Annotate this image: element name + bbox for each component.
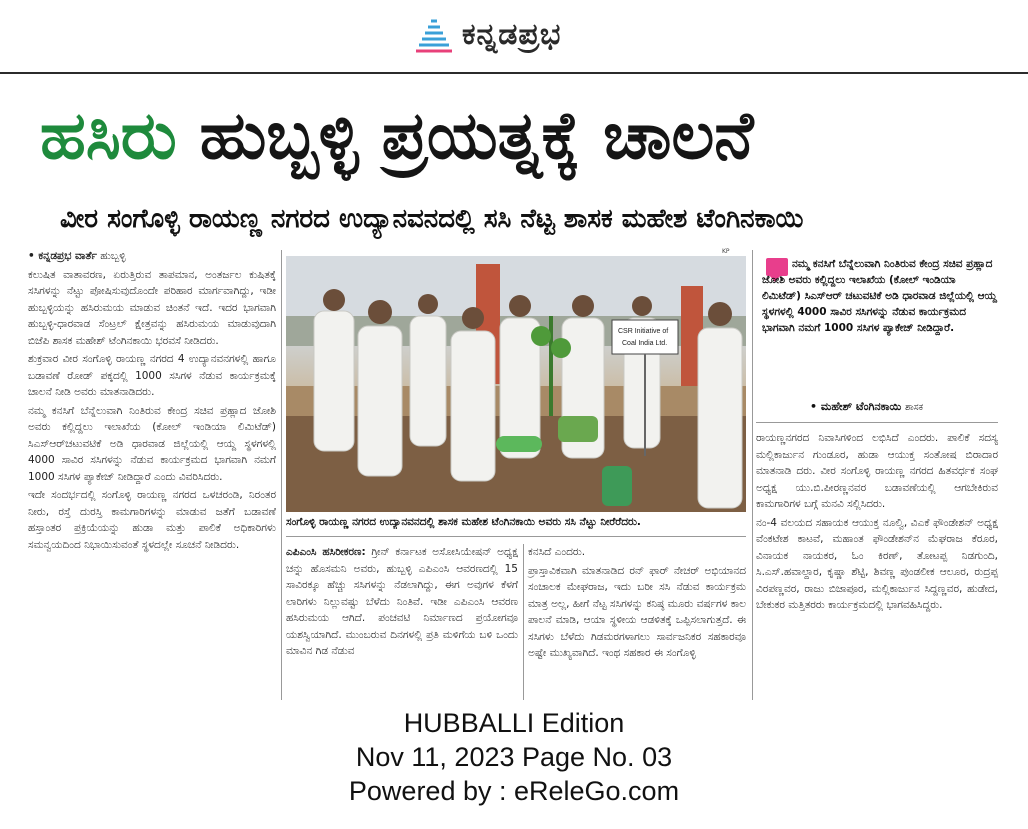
photo-credit: KP xyxy=(722,248,730,255)
kannadaprabha-logo-icon xyxy=(412,11,456,57)
paragraph: ರಾಯಣ್ಣನಗರದ ನಿವಾಸಿಗಳಿಂದ ಲಭಿಸಿದೆ ಎಂದರು. ಪಾಲಿಕೆ ಸದಸ್ಯ ಮಲ್ಲಿಕಾರ್ಜುನ ಗುಂಡೂರ, ಹುಡಾ ಆಯುಕ್ತ ಸಂತೋಷ ಬಿರಾದಾರ ಮಾತನಾಡಿ ದರು. ವೀರ ಸಂಗೊಳ್ಳಿ ರಾಯಣ್ಣ ನಗರದ ಹಿತವರ್ಧಕ ಸಂಘ ಅಧ್ಯಕ್ಷ ಯು.ಬಿ.ಪೀರಣ್ಣನವರ ಬಡಾವಣೆಯಲ್ಲಿ ಆಗಬೇಕಿರುವ ಕಾಮಗಾರಿಗಳ ಬಗ್ಗೆ ಮನವಿ ಸಲ್ಲಿಸಿದರು. xyxy=(756,432,998,510)
paragraph: ಇದೇ ಸಂದರ್ಭದಲ್ಲಿ ಸಂಗೊಳ್ಳಿ ರಾಯಣ್ಣ ನಗರದ ಒಳಚರಂಡಿ, ನಿರಂತರ ನೀರು, ರಸ್ತೆ ದುರಸ್ತಿ ಕಾಮಗಾರಿಗಳನ್ನು ಮಾಡುವ ಜತೆಗೆ ಬಡಾವಣೆ ಹಸ್ತಾಂತರ ಪ್ರಕ್ರಿಯೆಯನ್ನು ಹುಡಾ ಮತ್ತು ಪಾಲಿಕೆ ಅಧಿಕಾರಿಗಳು ಸಮನ್ವಯದಿಂದ ನಿಭಾಯಿಸುವಂತೆ ಸ್ಥಳದಲ್ಲೇ ಸೂಚನೆ ನೀಡಿದರು. xyxy=(28,489,276,551)
pull-quote-text: ನಮ್ಮ ಕನಸಿಗೆ ಬೆನ್ನೆಲುವಾಗಿ ನಿಂತಿರುವ ಕೇಂದ್ರ ಸಚಿವ ಪ್ರಹ್ಲಾದ ಜೋಶಿ ಅವರು ಕಲ್ಲಿದ್ದಲು ಇಲಾಖೆಯ (ಕೋಲ್ ಇಂಡಿಯಾ ಲಿಮಿಟೆಡ್) ಸಿಎಸ್‌ಆರ್ ಚಟುವಟಿಕೆ ಅಡಿ ಧಾರವಾಡ ಜಿಲ್ಲೆಯಲ್ಲಿ ಆಯ್ದ ಸ್ಥಳಗಳಲ್ಲಿ 4000 ಸಾವಿರ ಸಸಿಗಳನ್ನು ನೆಡುವ ಕಾರ್ಯಕ್ರಮದ ಭಾಗವಾಗಿ ನಮಗೆ 1000 ಸಸಿಗಳ ಪ್ಯಾಕೇಜ್ ನೀಡಿದ್ದಾರೆ. xyxy=(762,258,997,334)
subheadline: ವೀರ ಸಂಗೊಳ್ಳಿ ರಾಯಣ್ಣ ನಗರದ ಉದ್ಯಾನವನದಲ್ಲಿ ಸಸಿ ನೆಟ್ಟ ಶಾಸಕ ಮಹೇಶ ಟೆಂಗಿನಕಾಯಿ xyxy=(60,204,804,234)
photo-caption: ಸಂಗೊಳ್ಳಿ ರಾಯಣ್ಣ ನಗರದ ಉದ್ಯಾನವನದಲ್ಲಿ ಶಾಸಕ ಮಹೇಶ ಟೆಂಗಿನಕಾಯಿ ಅವರು ಸಸಿ ನೆಟ್ಟು ನೀರೆರೆದರು. xyxy=(286,516,641,528)
paragraph: ಶುಕ್ರವಾರ ವೀರ ಸಂಗೊಳ್ಳಿ ರಾಯಣ್ಣ ನಗರದ 4 ಉದ್ಯಾನವನಗಳಲ್ಲಿ ಹಾಗೂ ಬಡಾವಣೆ ರೋಡ್ ಪಕ್ಕದಲ್ಲಿ 1000 ಸಸಿಗಳ ನೆಡುವ ಕಾರ್ಯಕ್ರಮಕ್ಕೆ ಚಾಲನೆ ನೀಡಿ ಅವರು ಮಾತನಾಡಿದರು. xyxy=(28,353,276,398)
headline-black: ಹುಬ್ಬಳ್ಳಿ ಪ್ರಯತ್ನಕ್ಕೆ ಚಾಲನೆ xyxy=(199,97,754,174)
article-column-4 xyxy=(756,430,998,700)
attribution-name: • ಮಹೇಶ್ ಟೆಂಗಿನಕಾಯಿ xyxy=(810,400,902,413)
powered-by[interactable]: Powered by : eReleGo.com xyxy=(348,776,680,806)
article-column-1 xyxy=(28,248,276,698)
dateline: ಹುಬ್ಬಳ್ಳಿ xyxy=(100,250,126,262)
masthead xyxy=(0,0,1028,74)
paragraph: ನಮ್ಮ ಕನಸಿಗೆ ಬೆನ್ನೆಲುವಾಗಿ ನಿಂತಿರುವ ಕೇಂದ್ರ ಸಚಿವ ಪ್ರಹ್ಲಾದ ಜೋಶಿ ಅವರು ಕಲ್ಲಿದ್ದಲು ಇಲಾಖೆಯ (ಕೋಲ್ ಇಂಡಿಯಾ ಲಿಮಿಟೆಡ್) ಸಿಎಸ್ಆರ್‌ಚಟುವಟಿಕೆ ಅಡಿ ಧಾರವಾಡ ಜಿಲ್ಲೆಯಲ್ಲಿ ಆಯ್ದ ಸ್ಥಳಗಳಲ್ಲಿ 4000 ಸಾವಿರ ಸಸಿಗಳನ್ನು ನೆಡುವ ಕಾರ್ಯಕ್ರಮದ ಭಾಗವಾಗಿ ನಮಗೆ 1000 ಸಸಿಗಳ ಪ್ಯಾಕೇಜ್ ನೀಡಿದ್ದಾರೆ ಎಂದು ವಿವರಿಸಿದರು. xyxy=(28,404,276,483)
column-divider xyxy=(752,250,753,700)
column-divider xyxy=(281,250,282,700)
article-column-2 xyxy=(286,544,518,704)
edition-name: HUBBALLI Edition xyxy=(403,708,625,738)
pull-quote-attribution xyxy=(810,400,923,414)
caption-rule xyxy=(286,536,746,537)
byline: • ಕನ್ನಡಪ್ರಭ ವಾರ್ತೆ xyxy=(28,250,97,262)
edition-footer xyxy=(0,706,1028,808)
photo-illustration xyxy=(286,256,746,512)
column-divider xyxy=(523,544,524,700)
masthead-rule xyxy=(0,72,1028,74)
paragraph: ಕಲುಷಿತ ವಾತಾವರಣ, ಏರುತ್ತಿರುವ ತಾಪಮಾನ, ಅಂತರ್ಜಲ ಕುಷಿತಕ್ಕೆ ಸಸಿಗಳನ್ನು ನೆಟ್ಟು ಪೋಷಿಸುವುದೊಂದೇ ಪರಿಹಾರ ಮಾರ್ಗವಾಗಿದ್ದು, ಇಡೀ ಹುಬ್ಬಳ್ಳಿಯನ್ನು ಹಸಿರುಮಯ ಮಾಡುವ ಚಿಂತನೆ ಇದೆ. ಇದರ ಭಾಗವಾಗಿ ಹುಬ್ಬಳ್ಳಿ-ಧಾರವಾಡ ಸೆಂಟ್ರಲ್ ಕ್ಷೇತ್ರವನ್ನು ಹಸಿರುಮಯ ಮಾಡುವುದಾಗಿ ಬಿಜೆಪಿ ಶಾಸಕ ಮಹೇಶ್ ಟೆಂಗಿನಕಾಯಿ ಭರವಸೆ ನೀಡಿದರು. xyxy=(28,268,276,347)
sign-line-2: Coal India Ltd. xyxy=(622,340,668,347)
subsection-lead: ಎಪಿಎಂಸಿ ಹಸಿರೀಕರಣ: xyxy=(286,546,366,558)
paragraph: ಕನಸಿದೆ ಎಂದರು. xyxy=(528,546,586,558)
edition-date-page: Nov 11, 2023 Page No. 03 xyxy=(355,742,673,772)
headline xyxy=(40,88,1000,198)
article-column-3 xyxy=(528,544,746,704)
quote-rule xyxy=(756,422,998,423)
paragraph: ನಂ-4 ವಲಯದ ಸಹಾಯಕ ಆಯುಕ್ತ ನೂಲ್ವಿ, ವಿಎಕೆ ಫೌಂಡೇಶನ್ ಅಧ್ಯಕ್ಷ ವೆಂಕಟೇಶ ಕಾಟವೆ, ಮಹಾಂತ ಫೌಂಡೇಶನ್‌ನ ಮೆಘರಾಜ ಕೆರೂರ, ವಿನಾಯಕ ನಾಯಕರ, ಓಂ ಕಿರಣ್, ತೋಟಪ್ಪ ನಿಡಗುಂದಿ, ಸಿ.ಎಸ್.ಹವಾಲ್ದಾರ, ಕೃಷ್ಣಾ ಶೆಟ್ಟಿ, ಶಿವಣ್ಣ ಪುಂಡಲೀಕ ಆಲೂರ, ರುದ್ರಪ್ಪ ವಿರಪಣ್ಣವರ, ರಾಜು ಬಿಜಾಪೂರ, ಮಲ್ಲಿಕಾರ್ಜುನ ಸಿದ್ದಣ್ಣವರ, ಹುಡೇದ, ಬೇಕುಕರ ಮತ್ತಿತರರು ಕಾರ್ಯಕ್ರಮದಲ್ಲಿ ಭಾಗವಹಿಸಿದ್ದರು. xyxy=(756,516,998,611)
attribution-role: ಶಾಸಕ xyxy=(905,402,924,413)
masthead-logo[interactable] xyxy=(412,10,561,58)
paragraph: ಗ್ರೀನ್ ಕರ್ನಾಟಕ ಅಸೋಸಿಯೇಷನ್ ಅಧ್ಯಕ್ಷ ಚನ್ನು ಹೊಸಮನಿ ಅವರು, ಹುಬ್ಬಳ್ಳಿ ಎಪಿಎಂಸಿ ಆವರಣದಲ್ಲಿ 15 ಸಾವಿರಕ್ಕೂ ಹೆಚ್ಚು ಸಸಿಗಳನ್ನು ನೆಡಲಾಗಿದ್ದು, ಈಗ ಅವುಗಳ ಕೆಳಗೆ ಲಾರಿಗಳು ನಿಲ್ಲುವಷ್ಟು ಬೆಳೆದು ನಿಂತಿವೆ. ಇಡೀ ಎಪಿಎಂಸಿ ಆವರಣ ಹಸಿರುಮಯ ಆಗಿದೆ. ಪಂಚವಟಿ ನಿರ್ಮಾಣದ ಪ್ರಯೋಗವೂ ಯಶಸ್ವಿಯಾಗಿದೆ. ಮುಂಬರುವ ದಿನಗಳಲ್ಲಿ ಪ್ರತಿ ಮಳಿಗೆಯ ಬಳಿ ಒಂದು ಮಾವಿನ ಗಿಡ ನೆಡುವ xyxy=(286,546,518,657)
masthead-title: ಕನ್ನಡಪ್ರಭ xyxy=(462,16,562,52)
headline-green: ಹಸಿರು xyxy=(40,97,177,174)
pull-quote xyxy=(762,256,998,336)
news-photo[interactable] xyxy=(286,256,746,512)
sign-line-1: CSR Initiative of xyxy=(618,328,669,335)
paragraph: ಪ್ರಾಸ್ತಾವಿಕವಾಗಿ ಮಾತನಾಡಿದ ರನ್ ಫಾರ್ ನೇಚರ್ ಅಭಿಯಾನದ ಸಂಚಾಲಕ ಮೇಘರಾಜ, ಇದು ಬರೀ ಸಸಿ ನೆಡುವ ಕಾರ್ಯಕ್ರಮ ಮಾತ್ರ ಅಲ್ಲ, ಹೀಗೆ ನೆಟ್ಟ ಸಸಿಗಳನ್ನು ಕನಿಷ್ಠ ಮೂರು ವರ್ಷಗಳ ಕಾಲ ಪಾಲನೆ ಮಾಡಿ, ಆಯಾ ಸ್ಥಳೀಯ ಆಡಳಿತಕ್ಕೆ ಒಪ್ಪಿಸಲಾಗುತ್ತದೆ. ಈ ಸಸಿಗಳು ಬೆಳೆದು ಗಿಡಮರಗಳಾಗಲು ಸಾರ್ವಜನಿಕರ ಸಹಕಾರವೂ ಅಷ್ಟೇ ಮುಖ್ಯವಾಗಿದೆ. ಇಂಥ ಸಹಕಾರ ಈ ಸಂಗೊಳ್ಳಿ xyxy=(528,564,746,659)
